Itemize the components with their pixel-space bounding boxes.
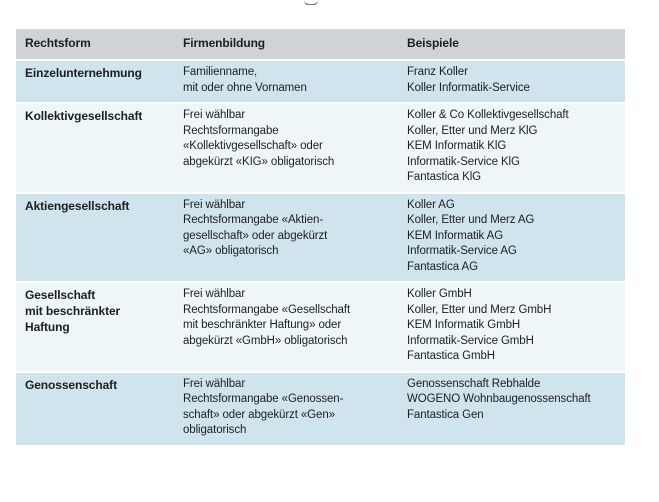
text-line: Familienname, — [183, 66, 258, 78]
text-line: Koller & Co Kollektivgesellschaft — [407, 109, 569, 121]
text-line: mit beschränkter Haftung» oder — [183, 319, 342, 331]
cell-beispiele — [398, 283, 625, 373]
text-line: abgekürzt «GmbH» obligatorisch — [183, 334, 348, 347]
cell-rechtsform — [16, 283, 174, 373]
table-header-row — [16, 29, 625, 61]
text-line: Frei wählbar — [183, 109, 246, 121]
header-beispiele: Beispiele — [398, 29, 625, 61]
text-line: Frei wählbar — [183, 377, 246, 390]
text-line: Fantastica GmbH — [407, 350, 495, 362]
text-line: Fantastica Gen — [407, 408, 484, 421]
text-line: mit beschränkter — [25, 304, 121, 318]
text-line: KEM Informatik GmbH — [407, 319, 521, 331]
text-line: Genossenschaft Rebhalde — [407, 377, 541, 390]
text-line: Rechtsformangabe «Aktien- — [183, 214, 324, 226]
text-line: Informatik-Service AG — [407, 245, 517, 257]
cell-firmenbildung — [174, 61, 398, 104]
text-line: gesellschaft» oder abgekürzt — [183, 229, 328, 242]
cell-firmenbildung — [174, 194, 398, 284]
table-row — [16, 61, 625, 104]
cell-rechtsform — [16, 194, 174, 284]
text-line: Fantastica AG — [407, 260, 478, 273]
text-line: Frei wählbar — [183, 198, 246, 211]
text-line: Koller AG — [407, 198, 455, 211]
text-line: abgekürzt «KIG» obligatorisch — [183, 155, 335, 168]
table-row — [16, 373, 625, 447]
cell-firmenbildung — [174, 104, 398, 194]
text-line: Koller GmbH — [407, 288, 472, 300]
text-line: obligatorisch — [183, 424, 247, 436]
clipped-heading-fragment — [296, 0, 336, 5]
text-line: KEM Informatik AG — [407, 229, 504, 242]
header-rechtsform: Rechtsform — [16, 29, 174, 61]
text-line: Koller, Etter und Merz AG — [407, 214, 535, 226]
text-line: Kollektivgesellschaft — [25, 109, 143, 123]
cell-beispiele — [398, 61, 625, 104]
text-line: Rechtsformangabe «Gesellschaft — [183, 303, 351, 316]
text-line: Informatik-Service GmbH — [407, 334, 534, 347]
text-line: «AG» obligatorisch — [183, 245, 279, 257]
cell-firmenbildung — [174, 373, 398, 447]
text-line: Haftung — [25, 320, 70, 334]
text-line: WOGENO Wohnbaugenossenschaft — [407, 393, 591, 405]
table-row — [16, 104, 625, 194]
table-row — [16, 283, 625, 373]
text-line: Fantastica KlG — [407, 171, 482, 183]
text-line: Koller, Etter und Merz GmbH — [407, 303, 552, 316]
cell-firmenbildung — [174, 283, 398, 373]
text-line: Einzelunternehmung — [25, 66, 142, 80]
table-row — [16, 194, 625, 284]
text-line: Rechtsformangabe «Genossen- — [183, 393, 344, 405]
text-line: Genossenschaft — [25, 377, 117, 392]
text-line: Gesellschaft — [25, 288, 96, 302]
cell-beispiele — [398, 104, 625, 194]
text-line: Informatik-Service KlG — [407, 155, 520, 168]
cell-beispiele — [398, 373, 625, 447]
text-line: Frei wählbar — [183, 288, 246, 300]
header-firmenbildung: Firmenbildung — [174, 29, 398, 61]
text-line: Koller, Etter und Merz KlG — [407, 124, 538, 137]
text-line: Koller Informatik-Service — [407, 81, 530, 94]
text-line: schaft» oder abgekürzt «Gen» — [183, 408, 335, 421]
rechtsform-table — [16, 29, 625, 447]
text-line: KEM Informatik KlG — [407, 140, 507, 152]
text-line: Franz Koller — [407, 66, 468, 78]
cell-rechtsform — [16, 61, 174, 104]
cell-beispiele — [398, 194, 625, 284]
text-line: Rechtsformangabe — [183, 124, 279, 137]
cell-rechtsform — [16, 373, 174, 447]
cell-rechtsform — [16, 104, 174, 194]
text-line: Aktiengesellschaft — [25, 198, 130, 213]
text-line: «Kollektivgesellschaft» oder — [183, 140, 323, 152]
text-line: mit oder ohne Vornamen — [183, 81, 307, 94]
